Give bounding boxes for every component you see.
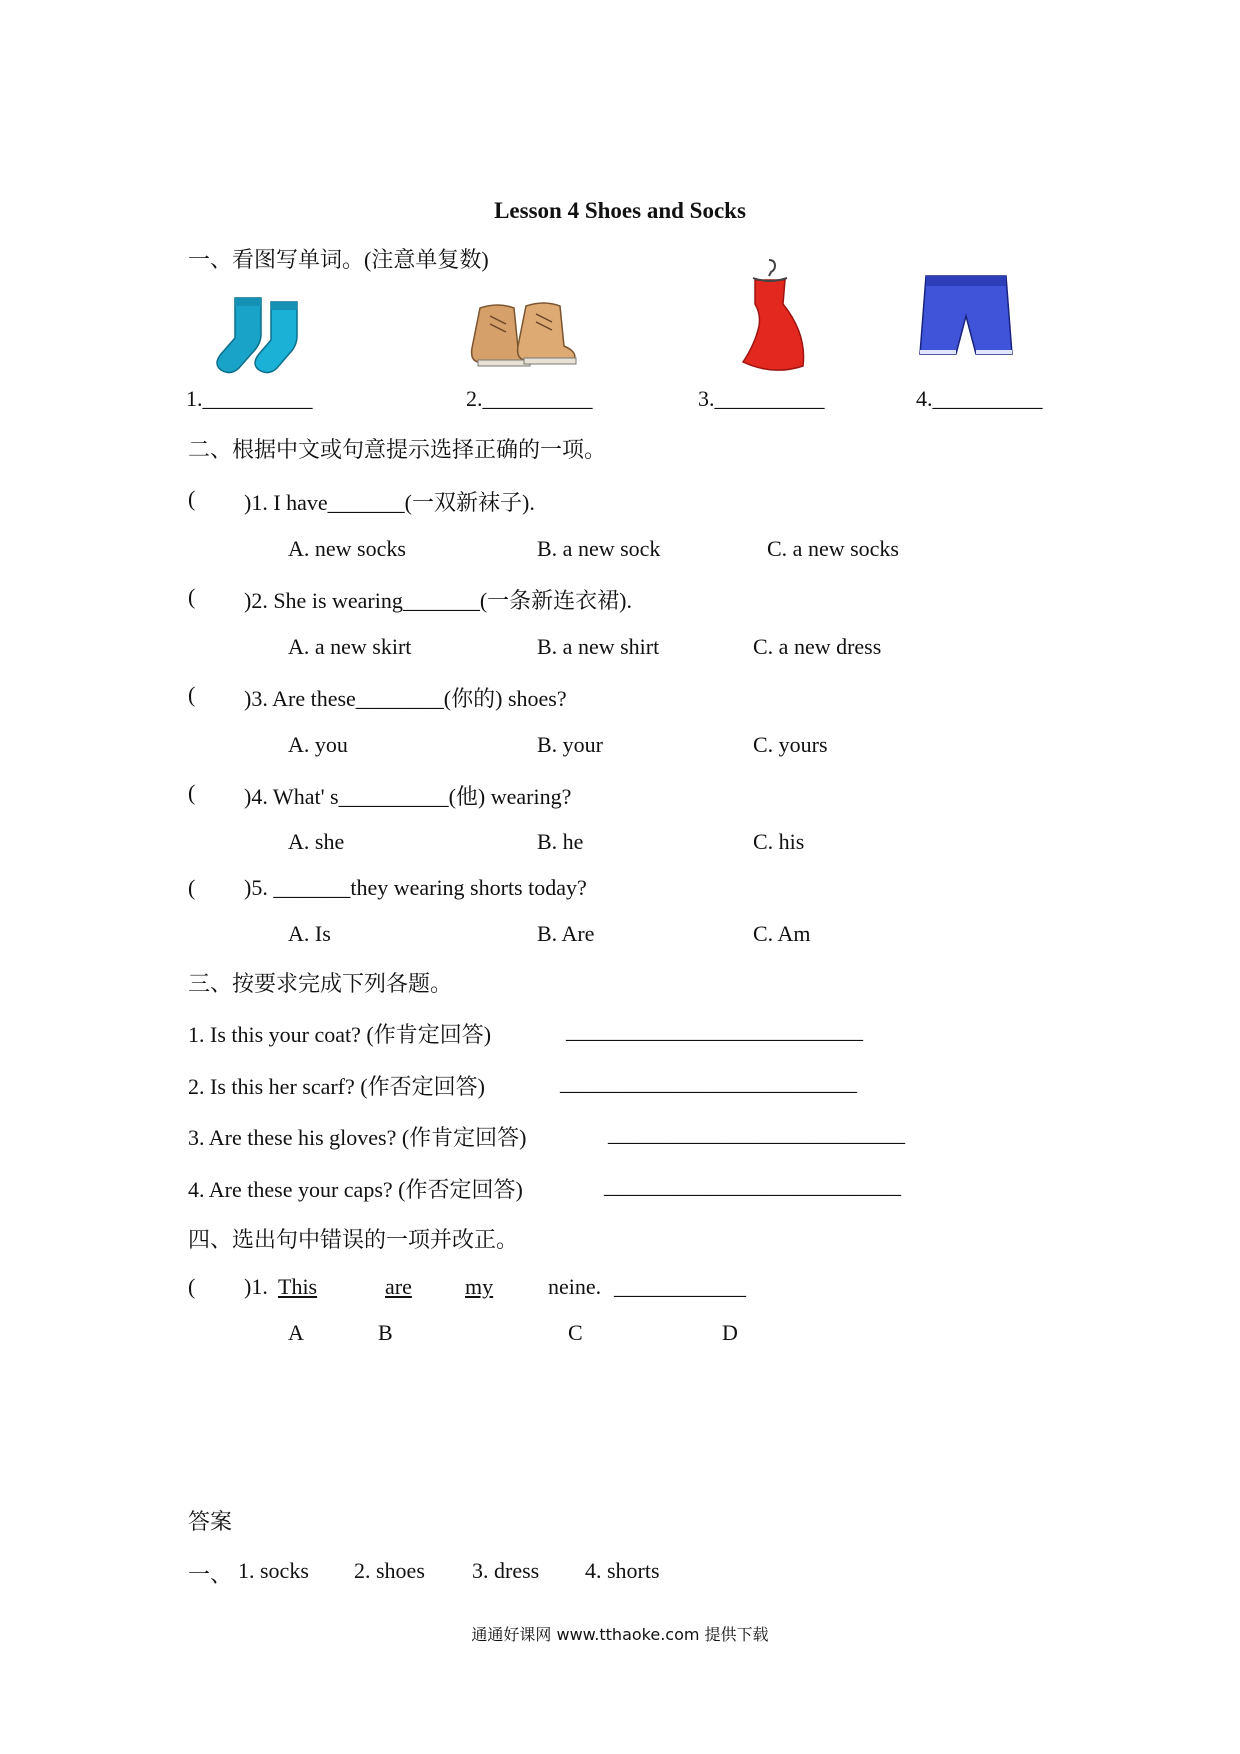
blank-3[interactable]: 3.__________ [698,386,825,411]
answer-paren[interactable]: ( [188,780,196,805]
answer-item: 2. shoes [354,1558,425,1583]
question-stem: )3. Are these________(你的) shoes? [244,686,567,711]
option-letter: D [722,1320,738,1345]
answers-prefix: 一、 [188,1562,233,1587]
option-c: C. yours [753,732,828,757]
page-title: Lesson 4 Shoes and Socks [494,198,746,223]
blank-4[interactable]: 4.__________ [916,386,1043,411]
answer-paren[interactable]: ( [188,1274,196,1299]
section4-heading: 四、选出句中错误的一项并改正。 [188,1227,519,1252]
answer-blank[interactable]: ___________________________ [566,1018,863,1043]
page-footer: 通通好课网 www.tthaoke.com 提供下载 [471,1625,769,1644]
dress-icon [725,258,815,373]
section3-heading: 三、按要求完成下列各题。 [188,971,453,996]
correction-blank[interactable]: ____________ [614,1274,746,1299]
question-stem: )4. What' s__________(他) wearing? [244,784,572,809]
shoes-icon [470,298,580,372]
option-b: B. a new shirt [537,634,660,659]
option-b: B. Are [537,921,595,946]
option-c: C. a new dress [753,634,882,659]
rewrite-item: 4. Are these your caps? (作否定回答) [188,1177,523,1202]
error-word-b: are [385,1274,412,1299]
shorts-icon [918,272,1014,364]
socks-icon [215,292,325,376]
option-b: B. a new sock [537,536,661,561]
question-stem: )2. She is wearing_______(一条新连衣裙). [244,588,633,613]
option-a: A. she [288,829,345,854]
answer-item: 3. dress [472,1558,540,1583]
answer-item: 4. shorts [585,1558,660,1583]
error-word-a: This [278,1274,318,1299]
error-word-c: my [465,1274,494,1299]
answer-blank[interactable]: ___________________________ [560,1070,857,1095]
section1-heading: 一、看图写单词。(注意单复数) [188,247,489,272]
question-stem: )5. _______they wearing shorts today? [244,875,587,900]
rewrite-item: 1. Is this your coat? (作肯定回答) [188,1022,492,1047]
section2-heading: 二、根据中文或句意提示选择正确的一项。 [188,437,607,462]
option-b: B. he [537,829,584,854]
option-a: A. a new skirt [288,634,412,659]
answer-paren[interactable]: ( [188,875,196,900]
answers-heading: 答案 [188,1509,233,1534]
error-word-d: neine. [548,1274,602,1299]
option-a: A. new socks [288,536,406,561]
option-letter: B [378,1320,393,1345]
option-c: C. his [753,829,805,854]
option-a: A. you [288,732,348,757]
option-c: C. a new socks [767,536,899,561]
option-b: B. your [537,732,603,757]
question-stem: )1. I have_______(一双新袜子). [244,490,535,515]
answer-blank[interactable]: ___________________________ [608,1121,905,1146]
option-letter: C [568,1320,583,1345]
answer-paren[interactable]: ( [188,584,196,609]
blank-1[interactable]: 1.__________ [186,386,313,411]
rewrite-item: 3. Are these his gloves? (作肯定回答) [188,1125,527,1150]
question-number: )1. [244,1274,268,1299]
answer-blank[interactable]: ___________________________ [604,1173,901,1198]
option-letter: A [288,1320,304,1345]
answer-paren[interactable]: ( [188,682,196,707]
blank-2[interactable]: 2.__________ [466,386,593,411]
answer-item: 1. socks [238,1558,309,1583]
option-c: C. Am [753,921,811,946]
option-a: A. Is [288,921,331,946]
rewrite-item: 2. Is this her scarf? (作否定回答) [188,1074,485,1099]
answer-paren[interactable]: ( [188,486,196,511]
